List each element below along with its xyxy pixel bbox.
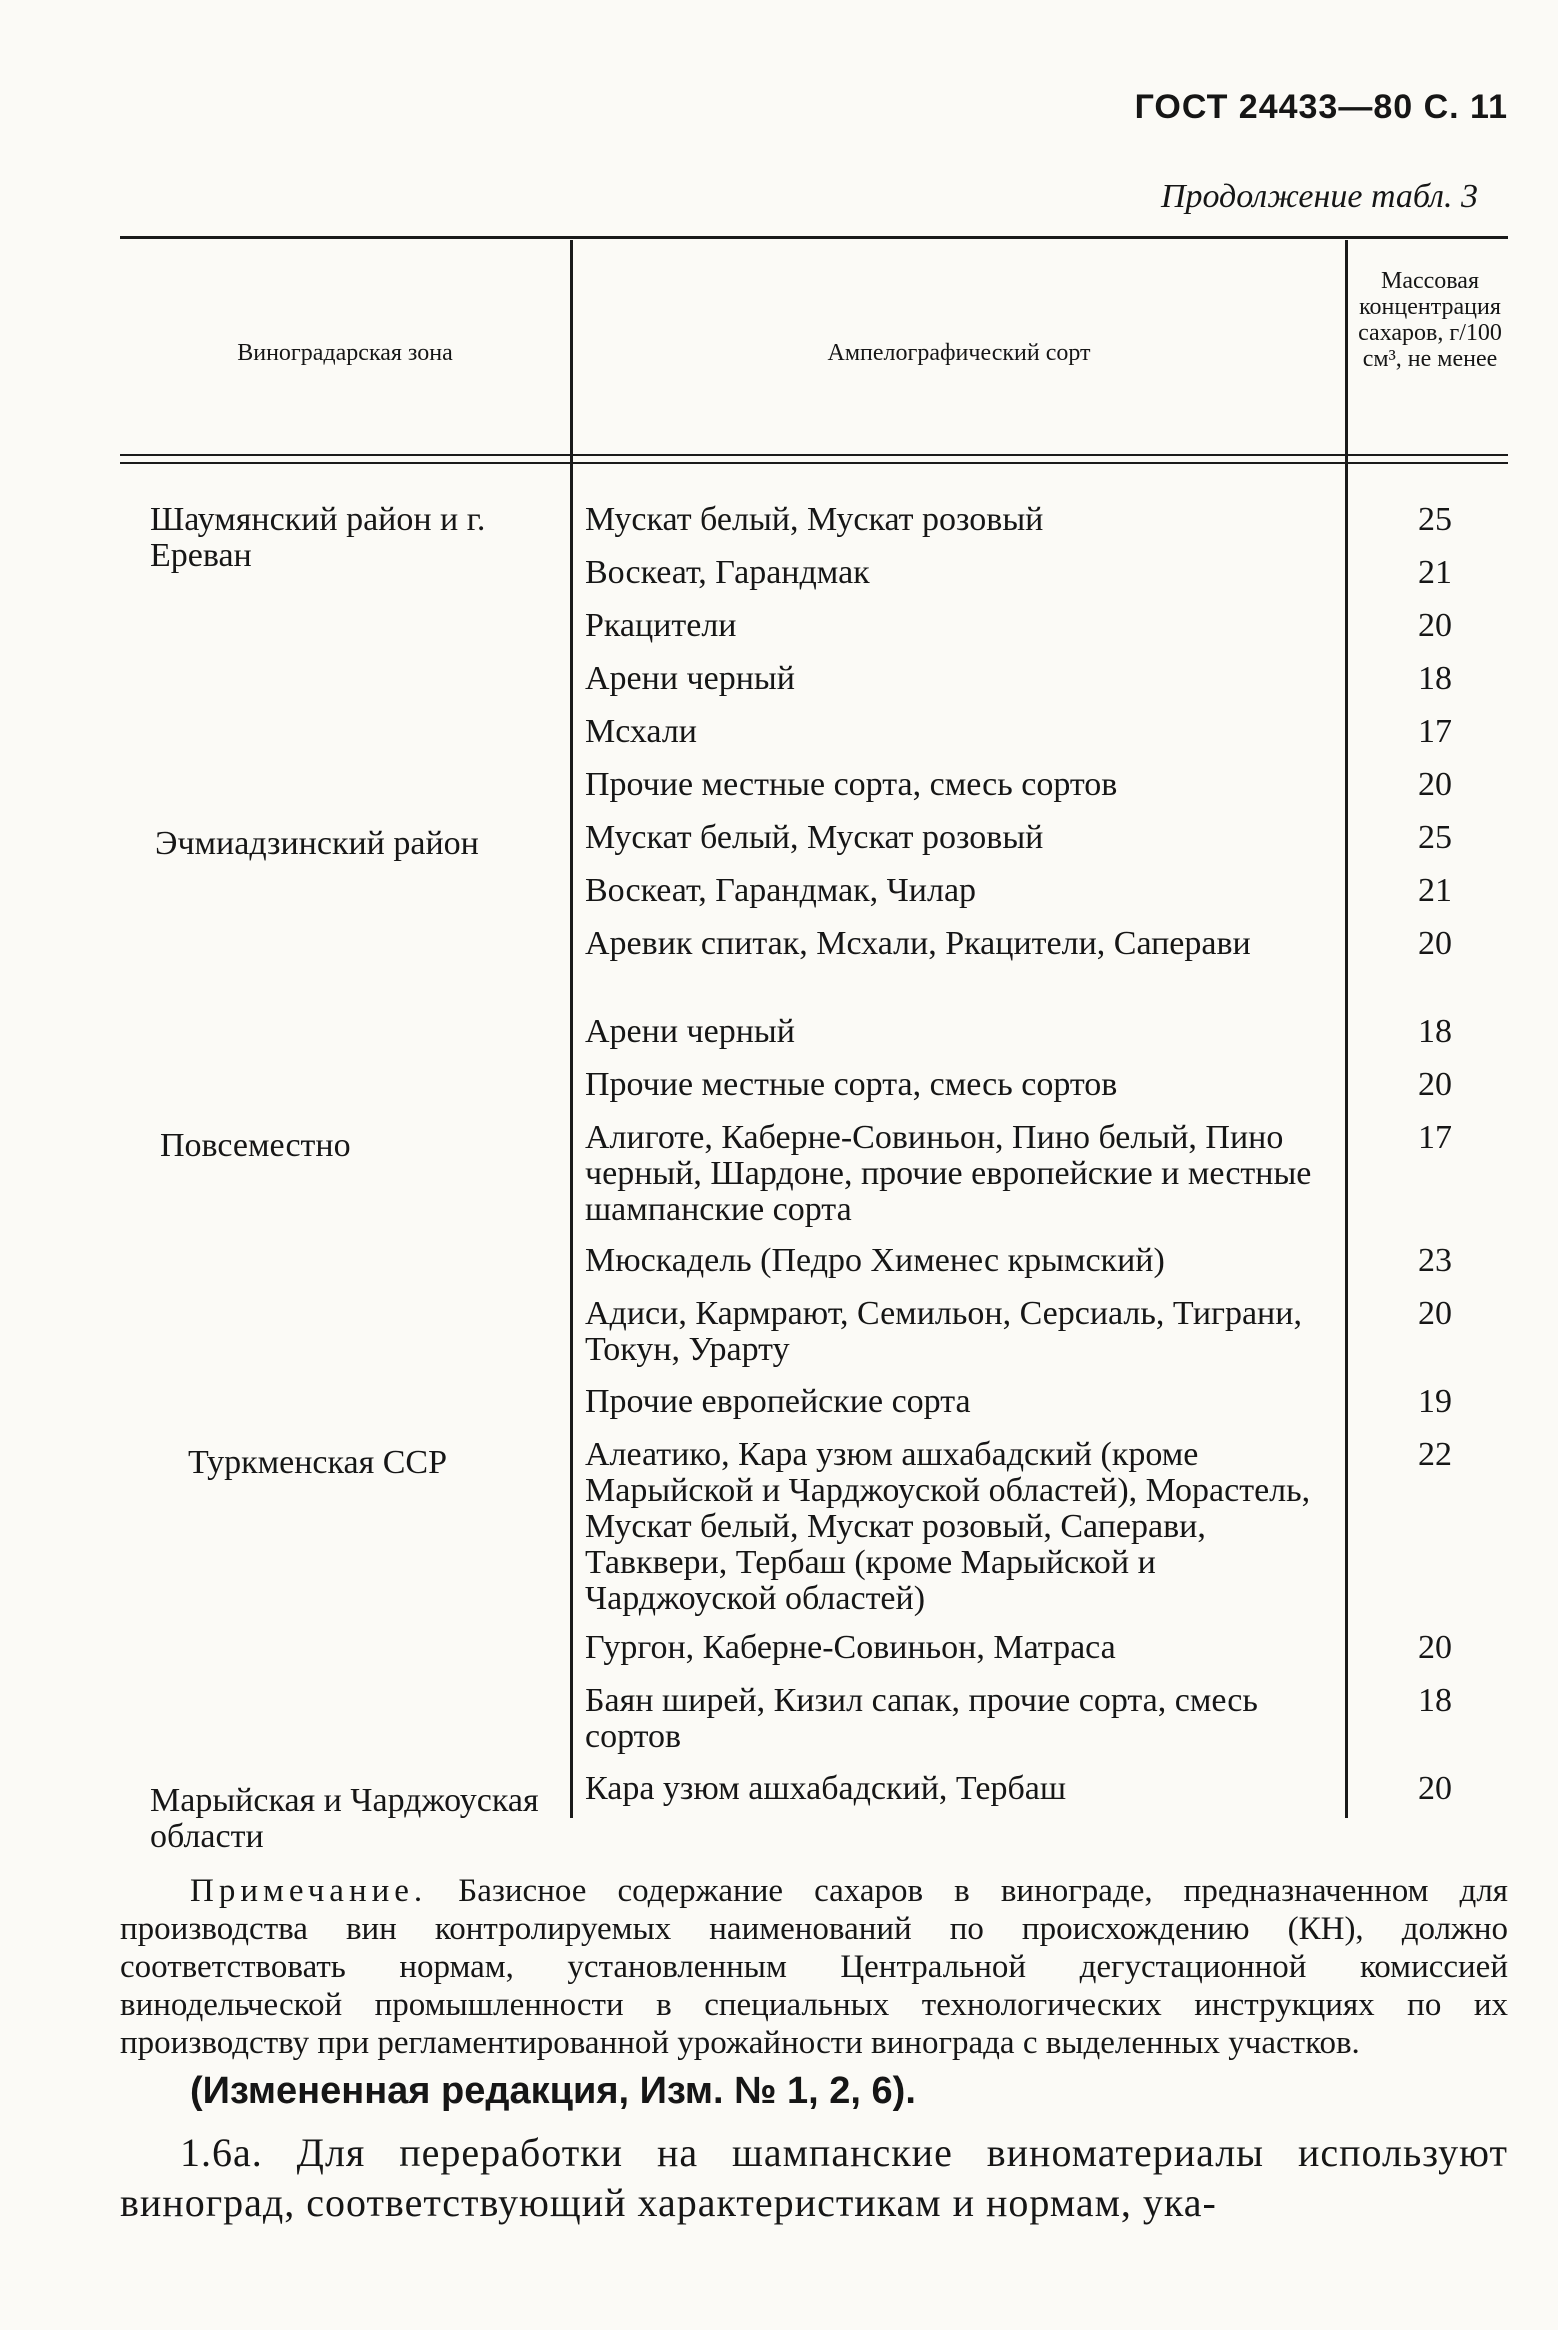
table-cell-zone: Эчмиадзинский район: [155, 825, 479, 862]
body-paragraph: [120, 2128, 1508, 2228]
table-cell-variety: Мускат белый, Мускат розовый: [585, 501, 1044, 538]
column-header-sugar: Массовая концентрация сахаров, г/100 см³, не менее: [1358, 268, 1502, 372]
table-cell-variety: Прочие местные сорта, смесь сортов: [585, 1066, 1118, 1103]
table-continuation-caption: Продолжение табл. 3: [1160, 178, 1478, 215]
note-text: Базисное содержание сахаров в винограде, предназначенном для производства вин контролируемых наименований по происхождению (КН), должно соответствовать нормам, установленным Центральной дегустационной комиссией винодельческой промышленности в специальных технологических инструкциях по их производству при регламентированной урожайности винограда с выделенных участков.: [120, 1873, 1508, 2061]
table-cell-value: 20: [1418, 766, 1452, 803]
table-top-rule: [120, 236, 1508, 239]
note-label: Примечание.: [190, 1873, 428, 1909]
table-cell-variety: Прочие местные сорта, смесь сортов: [585, 766, 1118, 803]
table-header-rule-2: [120, 462, 1508, 464]
table-cell-variety: Кара узюм ашхабадский, Тербаш: [585, 1770, 1067, 1807]
document-header: ГОСТ 24433—80 С. 11: [1134, 88, 1508, 126]
table-cell-value: 20: [1418, 607, 1452, 644]
table-cell-variety: Гургон, Каберне-Совиньон, Матраса: [585, 1629, 1116, 1666]
table-cell-value: 20: [1418, 1066, 1452, 1103]
table-note: [120, 1872, 1508, 2062]
table-cell-value: 20: [1418, 925, 1452, 962]
column-header-variety: Ампелографический сорт: [827, 340, 1091, 366]
table-cell-value: 23: [1418, 1242, 1452, 1279]
table-cell-variety: Алеатико, Кара узюм ашхабадский (кроме Марыйской и Чарджоуской областей), Морастель, Мускат белый, Мускат розовый, Саперави, Тавквери, Тербаш (кроме Марыйской и Чарджоуской областей): [585, 1436, 1311, 1617]
table-cell-variety: Мсхали: [585, 713, 697, 750]
table-cell-variety: Прочие европейские сорта: [585, 1383, 971, 1420]
table-cell-zone: Повсеместно: [160, 1127, 351, 1164]
table-cell-variety: Мюскадель (Педро Хименес крымский): [585, 1242, 1165, 1279]
table-cell-variety: Воскеат, Гарандмак, Чилар: [585, 872, 977, 909]
table-cell-variety: Ркацители: [585, 607, 737, 644]
table-cell-variety: Мускат белый, Мускат розовый: [585, 819, 1044, 856]
table-cell-value: 18: [1418, 1682, 1452, 1719]
table-cell-zone: Шаумянский район и г. Ереван: [150, 501, 486, 574]
table-cell-value: 20: [1418, 1629, 1452, 1666]
paragraph-text: 1.6а. Для переработки на шампанские виноматериалы используют виноград, соответствующий характеристикам и нормам, ука-: [120, 2130, 1508, 2225]
table-cell-value: 19: [1418, 1383, 1452, 1420]
table-cell-value: 18: [1418, 1013, 1452, 1050]
table-cell-value: 21: [1418, 554, 1452, 591]
table-cell-variety: Аревик спитак, Мсхали, Ркацители, Саперави: [585, 925, 1251, 962]
table-header-rule: [120, 454, 1508, 456]
table-cell-value: 21: [1418, 872, 1452, 909]
table-cell-variety: Воскеат, Гарандмак: [585, 554, 870, 591]
table-cell-value: 20: [1418, 1770, 1452, 1807]
table-cell-zone: Марыйская и Чарджоуская области: [150, 1782, 539, 1855]
table-column-divider-2: [1345, 240, 1348, 1818]
table-cell-value: 25: [1418, 501, 1452, 538]
table-cell-value: 18: [1418, 660, 1452, 697]
table-cell-value: 17: [1418, 1119, 1452, 1156]
table-cell-value: 20: [1418, 1295, 1452, 1332]
table-cell-value: 25: [1418, 819, 1452, 856]
table-cell-variety: Арени черный: [585, 1013, 795, 1050]
table-cell-variety: Адиси, Кармрают, Семильон, Серсиаль, Тиграни, Токун, Урарту: [585, 1295, 1302, 1368]
table-cell-variety: Алиготе, Каберне-Совиньон, Пино белый, Пино черный, Шардоне, прочие европейские и местные шампанские сорта: [585, 1119, 1312, 1228]
edition-note: (Измененная редакция, Изм. № 1, 2, 6).: [190, 2070, 916, 2112]
table-cell-zone: Туркменская ССР: [188, 1444, 447, 1481]
table-column-divider-1: [570, 240, 573, 1818]
column-header-zone: Виноградарская зона: [237, 340, 453, 366]
table-cell-variety: Баян ширей, Кизил сапак, прочие сорта, смесь сортов: [585, 1682, 1258, 1755]
table-cell-value: 22: [1418, 1436, 1452, 1473]
table-cell-value: 17: [1418, 713, 1452, 750]
table-cell-variety: Арени черный: [585, 660, 795, 697]
